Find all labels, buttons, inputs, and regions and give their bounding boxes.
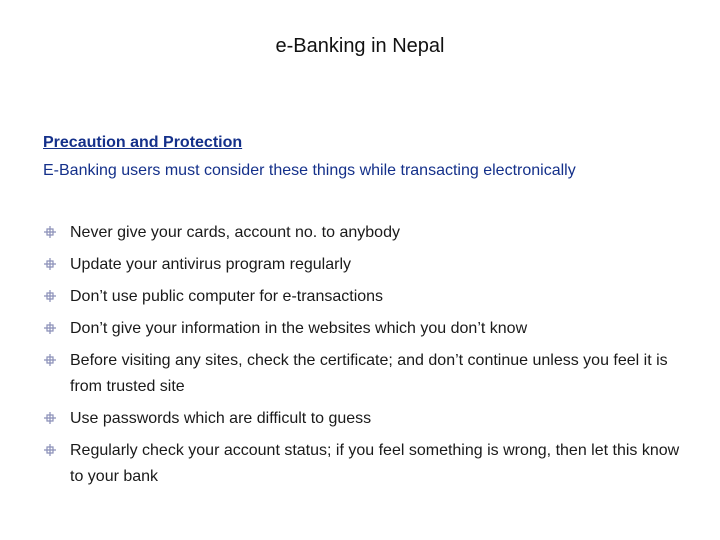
bullet-item (43, 438, 693, 490)
cross-bullet-icon (44, 444, 56, 456)
bullet-text: Before visiting any sites, check the certificate; and don’t continue unless you feel it is from trusted site (70, 352, 668, 395)
bullet-text: Use passwords which are difficult to guess (70, 410, 372, 427)
bullet-text: Never give your cards, account no. to anybody (70, 224, 400, 241)
bullet-item (43, 252, 693, 278)
bullet-text: Don’t use public computer for e-transactions (70, 288, 384, 305)
bullet-list (43, 220, 693, 496)
cross-bullet-icon (44, 226, 56, 238)
bullet-item (43, 316, 693, 342)
slide-title: e-Banking in Nepal (275, 35, 445, 57)
section-heading: Precaution and Protection (43, 134, 243, 151)
bullet-item (43, 348, 693, 400)
bullet-text: Update your antivirus program regularly (70, 256, 352, 273)
bullet-text: Regularly check your account status; if you feel something is wrong, then let this know to your bank (70, 442, 680, 485)
bullet-item (43, 406, 693, 432)
cross-bullet-icon (44, 412, 56, 424)
bullet-item (43, 284, 693, 310)
cross-bullet-icon (44, 322, 56, 334)
cross-bullet-icon (44, 258, 56, 270)
bullet-text: Don’t give your information in the websites which you don’t know (70, 320, 528, 337)
bullet-item (43, 220, 693, 246)
cross-bullet-icon (44, 290, 56, 302)
intro-text: E-Banking users must consider these things while transacting electronically (43, 162, 576, 179)
cross-bullet-icon (44, 354, 56, 366)
